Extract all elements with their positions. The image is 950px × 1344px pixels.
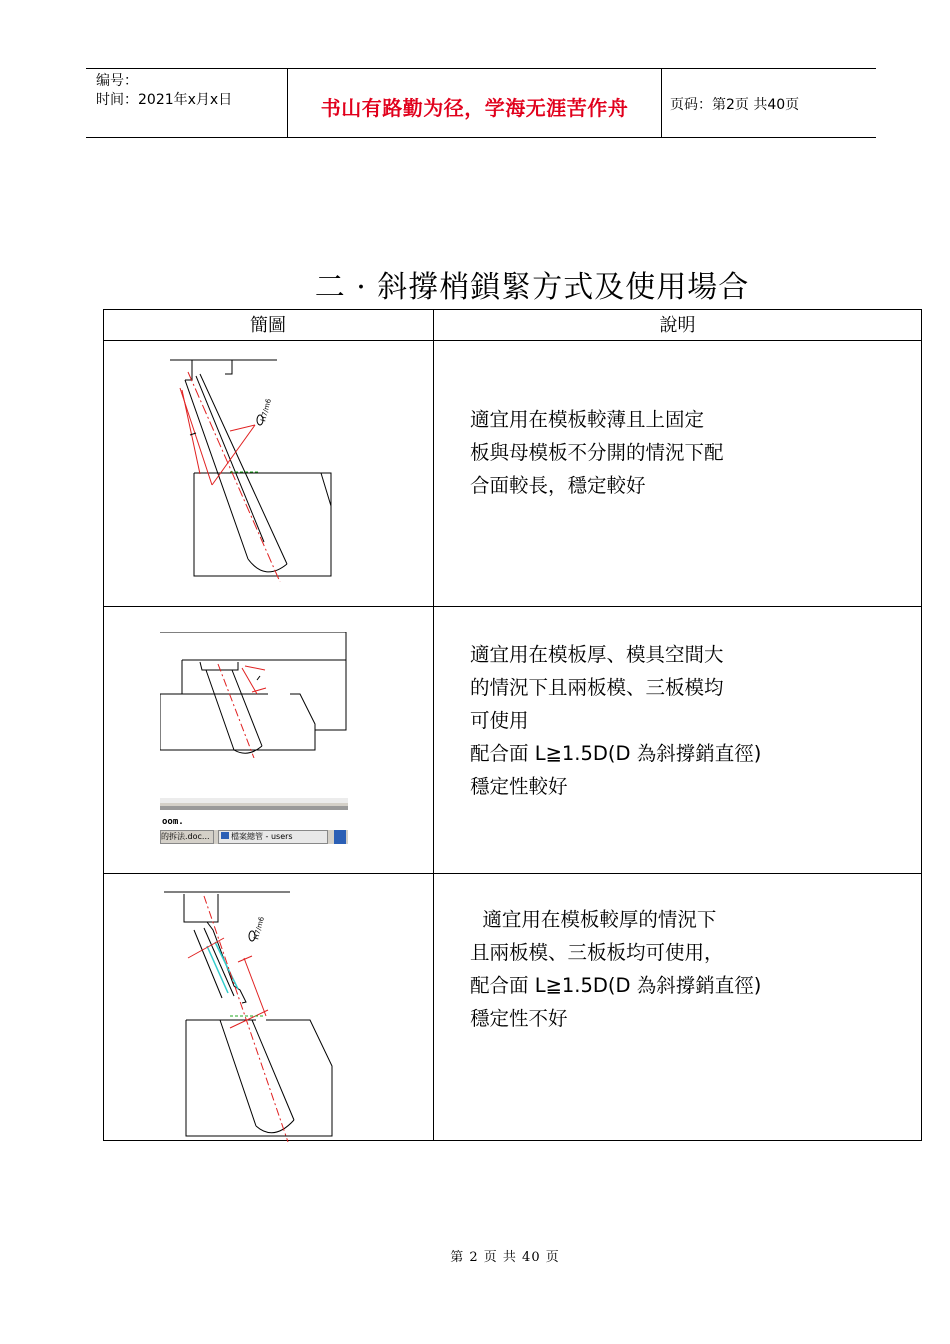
row-divider-2: [103, 873, 922, 874]
row-3-line-1: 適宜用在模板較厚的情況下: [470, 908, 717, 931]
taskbar-window-text: oom.: [162, 817, 184, 827]
table-border-right: [921, 309, 922, 1141]
column-divider: [433, 309, 434, 1141]
diagram-3-thick-plate-short-pin: [160, 886, 350, 1142]
table-border-top: [103, 309, 922, 310]
page-footer: 第 2 页 共 40 页: [450, 1250, 560, 1265]
taskbar-fragment: [160, 798, 348, 844]
row-2-line-2: 的情況下且兩板模、三板模均: [470, 676, 724, 699]
header-diagram: 簡圖: [250, 315, 286, 336]
row-2-line-3: 可使用: [470, 709, 529, 732]
row-3-line-2: 且兩板模、三板板均可使用，: [470, 941, 724, 964]
row-3-line-4: 穩定性不好: [470, 1007, 568, 1030]
taskbar-button-explorer-label: 檔案總管 - users: [231, 832, 293, 841]
section-title: 二 · 斜撐梢鎖緊方式及使用場合: [314, 270, 750, 305]
fit-mark-1: H7/m6: [259, 397, 273, 423]
table-border-left: [103, 309, 104, 1141]
row-2-line-1: 適宜用在模板厚、模具空間大: [470, 643, 724, 666]
header-page-cell: [662, 69, 876, 137]
row-3-line-3: 配合面 L≧1.5D(D 為斜撐銷直徑): [470, 974, 762, 997]
taskbar-button-explorer[interactable]: [218, 830, 328, 844]
number-label: 编号：: [96, 73, 138, 89]
header-motto-cell: [288, 69, 662, 137]
table-header-divider: [103, 340, 922, 341]
row-2-line-5: 穩定性較好: [470, 775, 568, 798]
row-2-line-4: 配合面 L≧1.5D(D 為斜撐銷直徑): [470, 742, 762, 765]
header-description: 說明: [659, 315, 696, 336]
tray-icon: [334, 830, 346, 844]
row-1-line-2: 板與母模板不分開的情況下配: [470, 441, 724, 464]
taskbar-button-doc[interactable]: 的拆法.doc...: [160, 830, 214, 844]
taskbar-top-band: [160, 798, 348, 803]
diagram-2-thick-plate: [160, 632, 350, 758]
header-meta-cell: [86, 69, 288, 137]
row-1-description: [470, 403, 724, 502]
taskbar-window: [160, 810, 348, 830]
row-1-line-1: 適宜用在模板較薄且上固定: [470, 408, 705, 431]
fit-mark-3: H7/m6: [252, 915, 266, 941]
document-header: [86, 68, 876, 138]
motto: 书山有路勤为径，学海无涯苦作舟: [320, 96, 629, 120]
row-divider-1: [103, 606, 922, 607]
diagram-1-thin-plate: [160, 350, 350, 582]
folder-icon: [221, 832, 229, 839]
time-label: 时间：2021年x月x日: [96, 92, 233, 108]
row-2-description: [470, 638, 761, 803]
row-1-line-3: 合面較長，穩定較好: [470, 474, 646, 497]
row-3-description: [470, 903, 761, 1035]
page-info: 页码：第2页 共40页: [670, 97, 800, 113]
